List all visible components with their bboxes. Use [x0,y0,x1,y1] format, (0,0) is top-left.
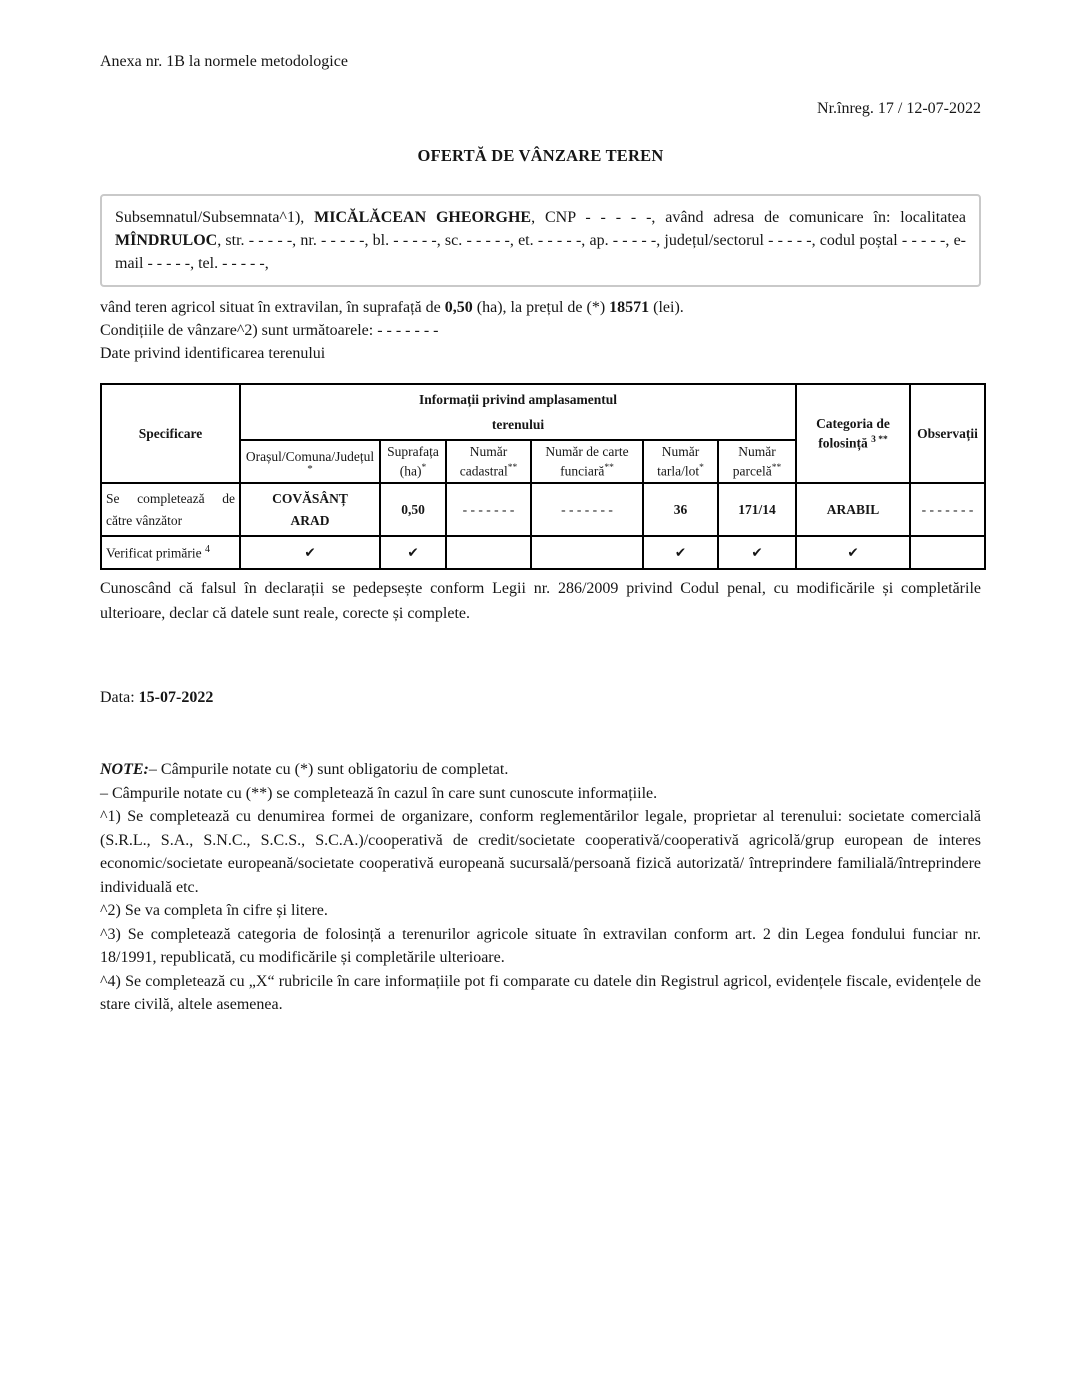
sale-segment-3: (lei). [649,299,684,316]
header-specificare: Specificare [101,384,240,483]
cell-cadastral-value: - - - - - - - [446,483,531,536]
registration-number: Nr.înreg. 17 / 12-07-2022 [817,100,981,117]
note-3: ^3) Se completează categoria de folosință a terenurilor agricole situate în extravilan conform art. 2 din Legea fondului funciar nr. 18/1991, republicată, cu modificările și completările ulterioare. [100,925,981,966]
locality-name: MÎNDRULOC [115,232,218,249]
note-first-text: – Câmpurile notate cu (*) sunt obligatoriu de completat. [148,761,509,778]
land-identification-heading: Date privind identificarea terenului [100,345,326,362]
header-oras-sup: * [307,463,313,475]
intro-segment-1: Subsemnatul/Subsemnata^1), [115,209,315,226]
header-tarla-lot [643,440,718,483]
header-suprafata-text: Suprafața (ha) [387,443,439,479]
intro-segment-2: , CNP - - - - -, având adresa de comunicare în: localitatea [531,209,966,226]
sale-segment-2: (ha), la prețul de (*) [472,299,610,316]
annex-label: Anexa nr. 1B la normele metodologice [100,53,348,70]
land-area: 0,50 [444,299,473,316]
header-carte-sup: ** [604,462,614,473]
header-amplasament-line1: Informații privind amplasamentul [418,392,618,407]
cell-suprafata-value: 0,50 [380,483,446,536]
check-suprafata-icon: ✔ [380,536,446,569]
city-line1: COVĂSÂNȚ [272,490,348,506]
note-intro [100,758,981,782]
note-double-star: – Câmpurile notate cu (**) se completează în cazul în care sunt cunoscute informațiile. [100,784,658,802]
note-1: ^1) Se completează cu denumirea formei de organizare, conform reglementărilor legale, proprietar al terenului: societate comercială (S.R.L., S.A., S.N.C., S.C.S., S.C.A.)/cooperativă de credit/societate cooperativă/cooperativă agricolă/grup european de interes economic/societate europeană/societate cooperativă europeană sucursală/persoană fizică autorizată/ întreprindere familială/întreprindere individuală etc. [100,808,981,896]
check-categoria-icon: ✔ [796,536,910,569]
note-4: ^4) Se completează cu „X“ rubricile în care informațiile pot fi comparate cu datele din Registrul agricol, evidențele fiscale, evidențele de stare civilă, altele asemenea. [100,972,981,1013]
land-identification-table [100,383,986,570]
city-line2: ARAD [290,512,330,528]
header-parcela [718,440,796,483]
intro-segment-3: , str. - - - - -, nr. - - - - -, bl. - - - - -, sc. - - - - -, et. - - - - -, ap. - - - - -, județul/sectorul - - - - -, codul poștal - - - - -, e-mail - - - - -, tel. - - - - -, [115,232,966,272]
page-title: OFERTĂ DE VÂNZARE TEREN [417,146,664,165]
cell-oras-value [240,483,380,536]
header-cadastral-text: Număr cadastral [459,443,508,479]
header-suprafata [380,440,446,483]
check-carte-icon [531,536,643,569]
header-parcela-text: Număr parcelă [732,443,776,479]
check-parcela-icon: ✔ [718,536,796,569]
cell-parcela-value: 171/14 [718,483,796,536]
check-tarla-icon: ✔ [643,536,718,569]
check-observatii-icon [910,536,985,569]
header-cadastral-sup: ** [507,462,518,473]
land-price: 18571 [609,299,650,316]
check-cadastral-icon [446,536,531,569]
header-oras-comuna-judet [240,440,380,483]
subscriber-info-box [100,194,981,287]
sale-segment-1: vând teren agricol situat în extravilan, în suprafață de [100,299,445,316]
header-tarla-sup: * [699,462,704,473]
seller-row-label: Se completează de către vânzător [101,483,240,536]
declaration-paragraph: Cunoscând că falsul în declarații se pedepsește conform Legii nr. 286/2009 privind Codul penal, cu modificările și completările ulterioare, declar că datele sunt reale, corecte și complete. [100,580,981,622]
notes-section [100,758,981,1017]
header-oras-text: Orașul/Comuna/Județul [245,449,375,464]
header-observatii: Observații [910,384,985,483]
cell-carte-value: - - - - - - - [531,483,643,536]
header-suprafata-sup: * [421,462,427,473]
sale-statement [100,296,981,319]
verify-row-label [101,536,240,569]
header-categoria-folosinta [796,384,910,483]
date-label: Data: [100,689,139,706]
verify-label-text: Verificat primărie [106,545,202,561]
header-amplasament-group [240,384,796,440]
header-numar-cadastral [446,440,531,483]
header-categoria-sup: 3 ** [871,435,888,446]
note-label: NOTE: [100,761,149,778]
cell-observatii-value: - - - - - - - [910,483,985,536]
date-value: 15-07-2022 [138,689,214,706]
date-line [100,686,981,709]
note-2: ^2) Se va completa în cifre și litere. [100,902,328,919]
header-carte-text: Număr de carte funciară [545,443,629,479]
cell-tarla-value: 36 [643,483,718,536]
header-categoria-text: Categoria de folosință [816,416,890,451]
seller-name: MICĂLĂCEAN GHEORGHE [314,209,532,226]
header-parcela-sup: ** [771,462,782,473]
header-carte-funciara [531,440,643,483]
header-tarla-text: Număr tarla/lot [657,443,700,479]
verify-label-sup: 4 [204,543,210,555]
cell-categoria-value: ARABIL [796,483,910,536]
check-oras-icon: ✔ [240,536,380,569]
header-amplasament-line2: terenului [491,417,545,432]
sale-conditions: Condițiile de vânzare^2) sunt următoarele: - - - - - - - [100,322,439,339]
